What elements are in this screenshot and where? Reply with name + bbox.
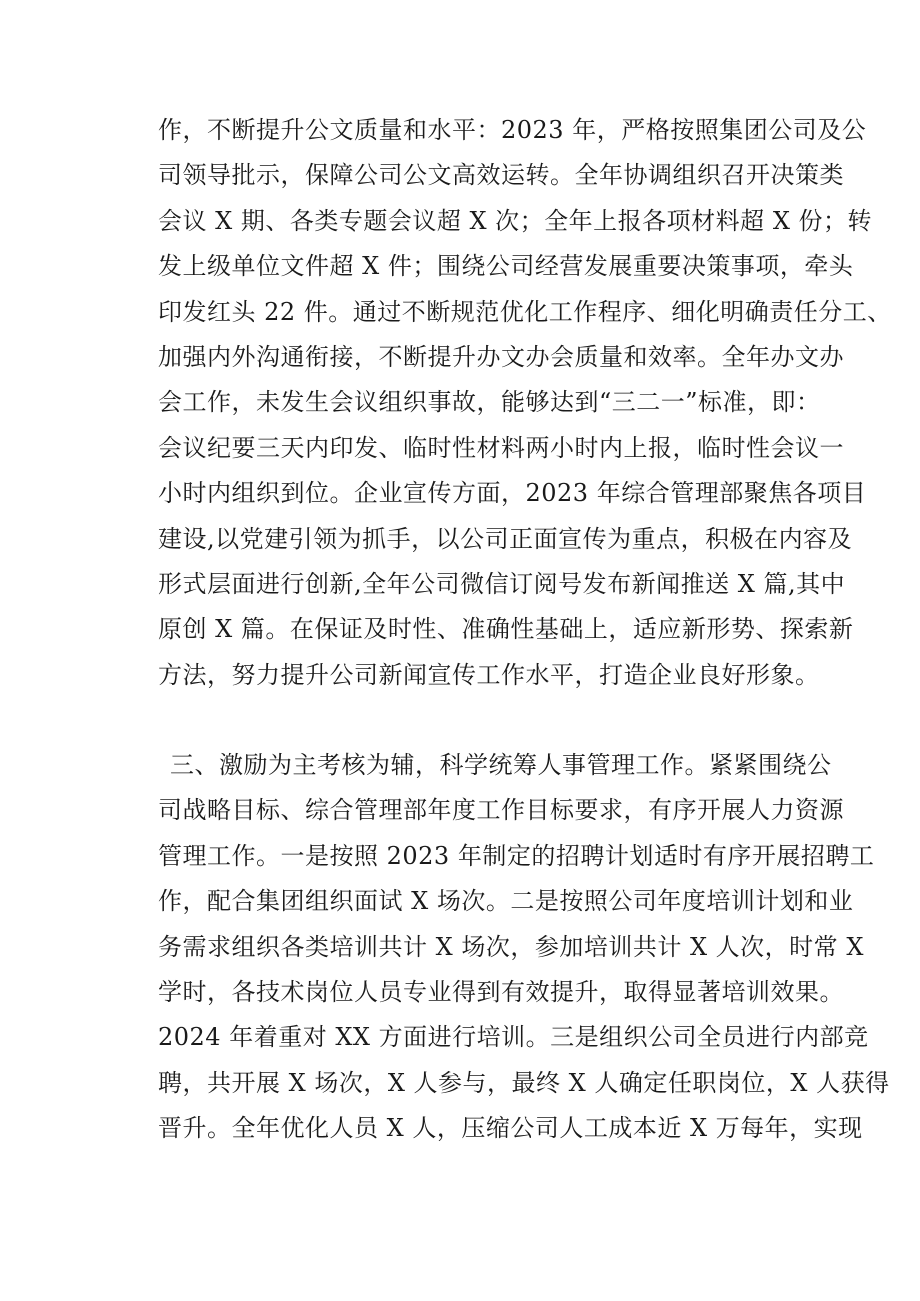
text-line: 聘，共开展 X 场次，X 人参与，最终 X 人确定任职岗位，X 人获得 [158,1068,890,1097]
text-line: 加强内外沟通衔接，不断提升办文办会质量和效率。全年办文办 [158,343,844,372]
paragraph-hr-management [158,743,890,1152]
text-line: 形式层面进行创新,全年公司微信订阅号发布新闻推送 X 篇,其中 [158,570,846,599]
text-line: 司战略目标、综合管理部年度工作目标要求，有序开展人力资源 [158,796,844,825]
text-line: 司领导批示，保障公司公文高效运转。全年协调组织召开决策类 [158,161,844,190]
text-line: 方法，努力提升公司新闻宣传工作水平，打造企业良好形象。 [158,660,820,689]
text-line: 会工作，未发生会议组织事故，能够达到“三二一”标准，即： [158,388,821,417]
text-line: 发上级单位文件超 X 件；围绕公司经营发展重要决策事项，牵头 [158,252,854,281]
paragraph-office-work [158,108,892,698]
text-line: 建设,以党建引领为抓手，以公司正面宣传为重点，积极在内容及 [158,524,853,553]
text-line: 作，不断提升公文质量和水平：2023 年，严格按照集团公司及公 [158,116,867,144]
text-line: 2024 年着重对 XX 方面进行培训。三是组织公司全员进行内部竞 [158,1023,869,1052]
text-line: 会议纪要三天内印发、临时性材料两小时内上报，临时性会议一 [158,433,844,462]
text-line: 三、激励为主考核为辅，科学统筹人事管理工作。紧紧围绕公 [170,751,832,779]
text-line: 会议 X 期、各类专题会议超 X 次；全年上报各项材料超 X 份；转 [158,206,873,235]
text-line: 作，配合集团组织面试 X 场次。二是按照公司年度培训计划和业 [158,887,854,916]
text-line: 学时，各技术岗位人员专业得到有效提升，取得显著培训效果。 [158,978,844,1007]
text-line: 印发红头 22 件。通过不断规范优化工作程序、细化明确责任分工、 [158,297,892,326]
text-line: 小时内组织到位。企业宣传方面，2023 年综合管理部聚焦各项目 [158,479,867,508]
text-line: 原创 X 篇。在保证及时性、准确性基础上，适应新形势、探索新 [158,615,854,644]
text-line: 晋升。全年优化人员 X 人，压缩公司人工成本近 X 万每年，实现 [158,1114,863,1143]
text-line: 管理工作。一是按照 2023 年制定的招聘计划适时有序开展招聘工 [158,841,875,870]
text-line: 务需求组织各类培训共计 X 场次，参加培训共计 X 人次，时常 X [158,932,864,961]
